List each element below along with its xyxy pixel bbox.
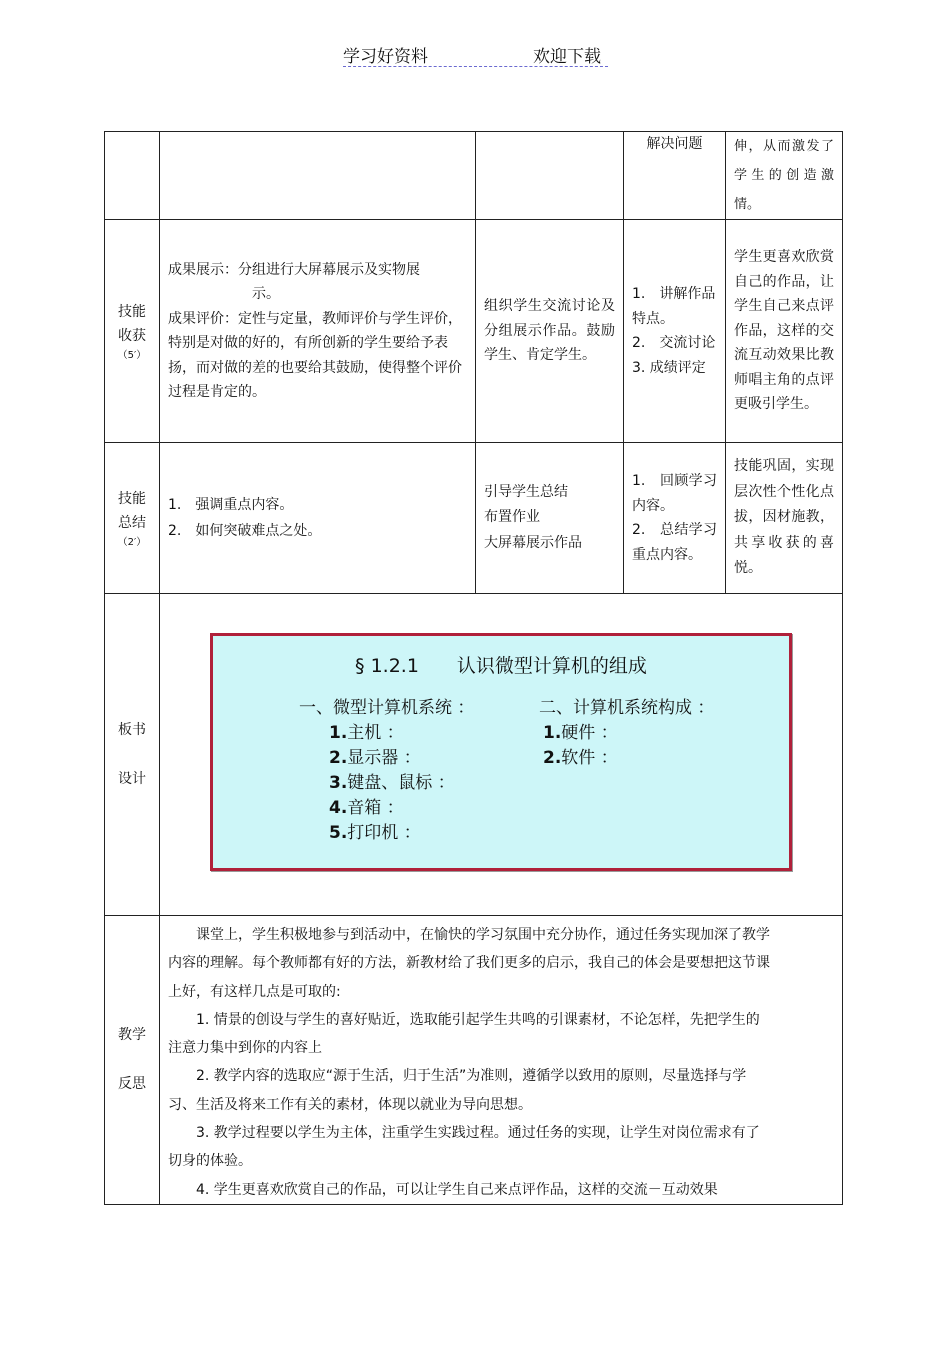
content-cell: 1. 强调重点内容。 2. 如何突破难点之处。 [160, 443, 476, 594]
board-left-item: 2.显示器 ： [329, 747, 421, 768]
blackboard-design [210, 633, 792, 871]
table-row-continuation [105, 132, 843, 220]
row-label: 板书 设计 [105, 594, 160, 916]
board-right-item: 2.软件 ： [543, 747, 618, 768]
reflection-paragraph: 课堂上，学生积极地参与到活动中，在愉快的学习氛围中充分协作，通过任务实现加深了教学内容的理解。每个教师都有好的方法，新教材给了我们更多的启示，我自己的体会是要想把这节课上好，有这样几点是可取的: [168, 927, 770, 1000]
purpose-cell: 学生更喜欢欣赏自己的作品，让学生自己来点评作品，这样的交流互动效果比教师唱主角的点评更吸引学生。 [726, 220, 843, 443]
teacher-cell: 引导学生总结 布置作业 大屏幕展示作品 [476, 443, 624, 594]
teacher-cell: 组织学生交流讨论及分组展示作品。鼓励学生、肯定学生。 [476, 220, 624, 443]
board-left-item: 1.主机 ： [329, 722, 404, 743]
table-row-skill-harvest [105, 220, 843, 443]
row-label: 技能 收获 （5′） [105, 220, 160, 443]
board-right-item: 1.硬件 ： [543, 722, 618, 743]
student-cell: 1. 回顾学习内容。 2. 总结学习重点内容。 [624, 443, 726, 594]
row-label: 技能 总结 （2′） [105, 443, 160, 594]
row-label: 教学 反思 [105, 916, 160, 1205]
student-cell: 1. 讲解作品特点。 2. 交流讨论 3. 成绩评定 [624, 220, 726, 443]
board-left-item: 5.打印机 ： [329, 822, 421, 843]
table-row-board [105, 594, 843, 916]
lesson-plan-table [104, 131, 843, 1205]
board-title: § 1.2.1 认识微型计算机的组成 [355, 654, 647, 677]
header-right-text: 欢迎下载 [533, 47, 601, 67]
content-cell: 成果展示：分组进行大屏幕展示及实物展 示。 成果评价：定性与定量，教师评价与学生评价，特别是对做的好的，有所创新的学生要给予表扬，而对做的差的也要给其鼓励，使得整个评价过程是肯定的。 [160, 220, 476, 443]
board-left-item: 4.音箱 ： [329, 797, 404, 818]
board-cell [160, 594, 843, 916]
board-left-item: 3.键盘、鼠标 ： [329, 772, 455, 793]
reflection-paragraph: 4. 学生更喜欢欣赏自己的作品，可以让学生自己来点评作品，这样的交流－互动效果 [196, 1181, 718, 1198]
table-row-reflection [105, 916, 843, 1205]
header-left-text: 学习好资料 [343, 47, 428, 67]
reflection-paragraph: 1. 情景的创设与学生的喜好贴近，选取能引起学生共鸣的引课素材，不论怎样，先把学生的注意力集中到你的内容上 [168, 1011, 760, 1057]
page-header [343, 40, 608, 67]
board-left-heading: 一、微型计算机系统 ： [299, 697, 475, 718]
reflection-cell [160, 916, 843, 1205]
table-row-skill-summary [105, 443, 843, 594]
reflection-paragraph: 2. 教学内容的选取应“源于生活，归于生活”为准则，遵循学以致用的原则，尽量选择与学习、生活及将来工作有关的素材，体现以就业为导向思想。 [168, 1068, 747, 1113]
method-text: 解决问题 [646, 136, 703, 152]
board-right-heading: 二、计算机系统构成 ： [539, 697, 715, 718]
reflection-paragraph: 3. 教学过程要以学生为主体，注重学生实践过程。通过任务的实现，让学生对岗位需求有了切身的体验。 [168, 1125, 760, 1170]
purpose-text: 伸，从而激发了学生的创造激情。 [726, 132, 843, 220]
purpose-cell: 技能巩固，实现层次性个性化点拔，因材施教，共享收获的喜悦。 [726, 443, 843, 594]
